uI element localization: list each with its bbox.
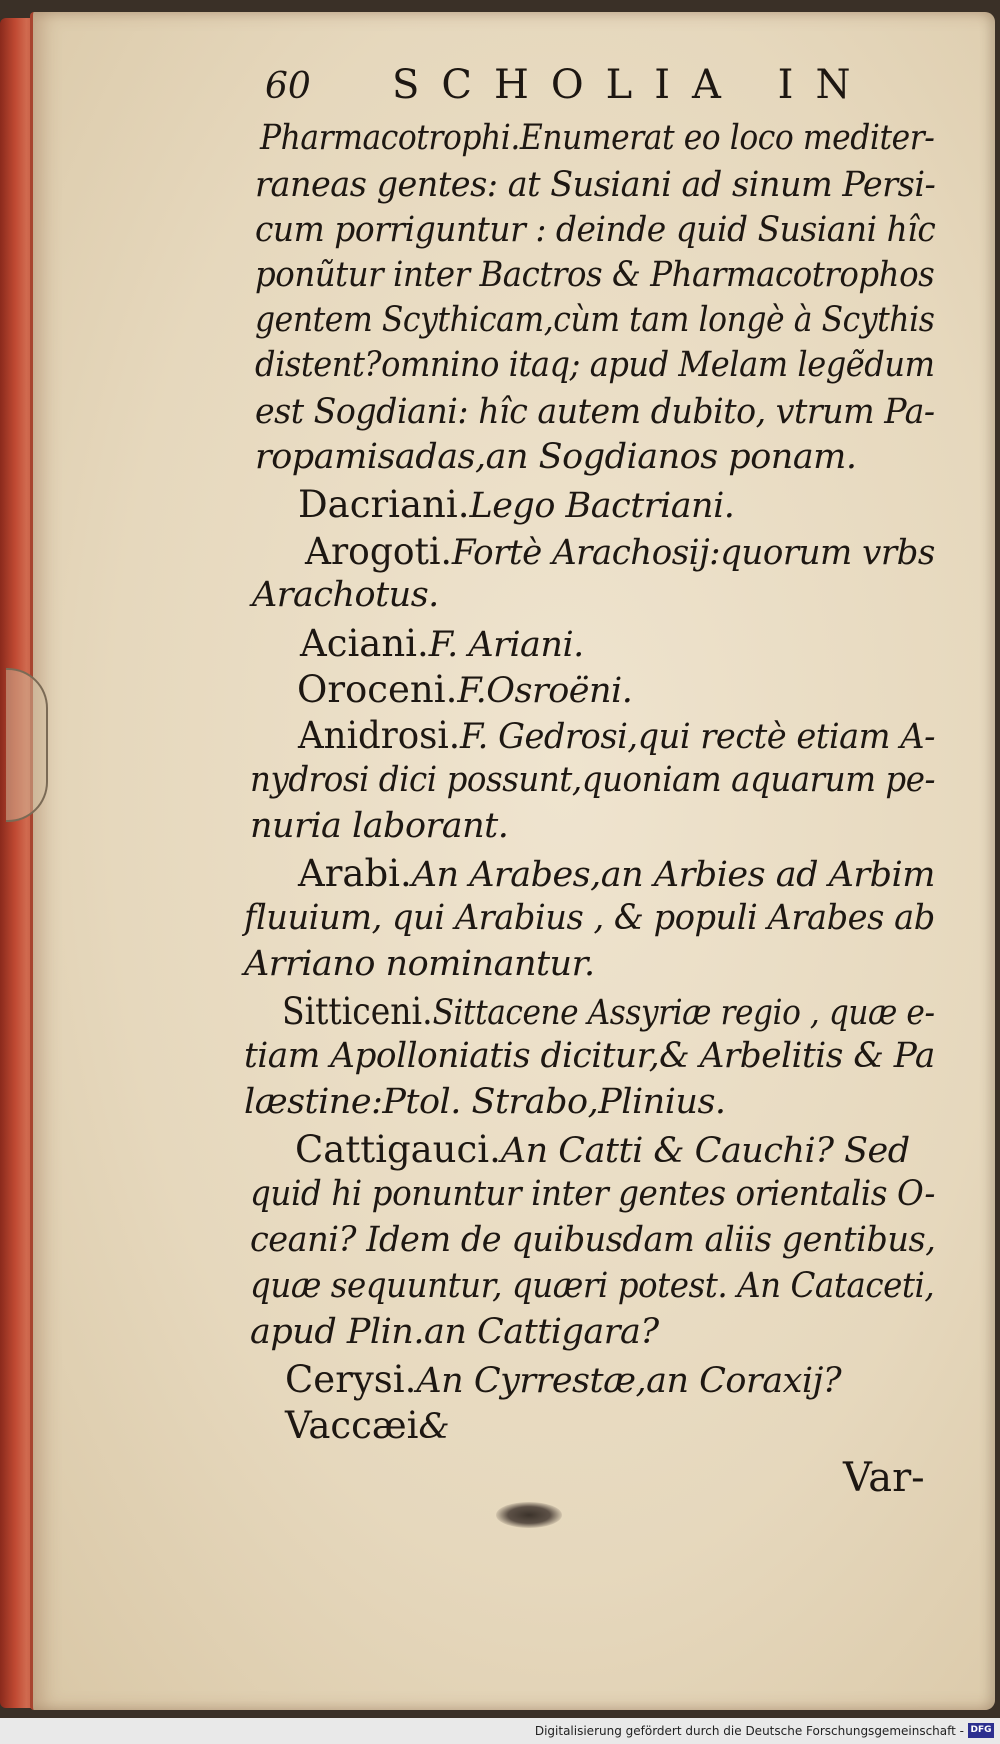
line-text: nydrosi dici possunt,quoniam aquarum pe- xyxy=(250,760,935,800)
line-text: ropamisadas,an Sogdianos ponam. xyxy=(255,437,857,477)
text-line xyxy=(260,118,934,158)
line-text: An Catti & Cauchi? Sed xyxy=(500,1131,910,1171)
text-line xyxy=(250,1266,934,1306)
line-text: An Arabes,an Arbies ad Arbim xyxy=(411,855,935,895)
line-text: læstine:Ptol. Strabo,Plinius. xyxy=(244,1082,726,1122)
line-text: ceani? Idem de quibusdam aliis gentibus, xyxy=(250,1220,936,1260)
entry-headword: Dacriani. xyxy=(298,483,470,526)
line-text: Arriano nominantur. xyxy=(244,944,595,984)
text-line xyxy=(244,1036,935,1076)
entry-headword: Arogoti. xyxy=(305,530,452,573)
text-line xyxy=(285,1404,449,1447)
dfg-logo: DFG xyxy=(968,1723,994,1738)
text-line xyxy=(295,1128,910,1171)
text-line xyxy=(250,1174,935,1214)
entry-headword: Arabi. xyxy=(298,852,412,895)
text-line xyxy=(255,392,935,432)
line-text: cum porriguntur : deinde quid Susiani hîc xyxy=(255,210,936,250)
text-line xyxy=(244,1082,726,1122)
line-text: An Cyrrestæ,an Coraxij? xyxy=(416,1361,842,1401)
text-line xyxy=(298,714,935,757)
text-line xyxy=(255,345,935,385)
entry-headword: Anidrosi. xyxy=(298,714,461,757)
footer-bar xyxy=(0,1718,1000,1744)
line-text: apud Plin.an Cattigara? xyxy=(250,1312,659,1352)
ink-smudge xyxy=(496,1502,562,1528)
text-line xyxy=(252,575,439,615)
text-line xyxy=(300,622,584,665)
page-number: 60 xyxy=(265,66,311,107)
line-text: est Sogdiani: hîc autem dubito, vtrum Pa- xyxy=(255,392,935,432)
text-line xyxy=(255,437,857,477)
text-line xyxy=(255,165,935,205)
text-line xyxy=(255,255,934,295)
text-line xyxy=(255,300,934,340)
line-text: F. Ariani. xyxy=(428,625,584,665)
entry-headword: Sitticeni. xyxy=(282,990,433,1033)
text-line xyxy=(250,1312,659,1352)
text-line xyxy=(298,852,935,895)
entry-headword: Oroceni. xyxy=(297,668,458,711)
entry-headword: Cerysi. xyxy=(285,1358,417,1401)
line-text: F. Gedrosi,qui rectè etiam A- xyxy=(460,717,935,757)
line-text: & xyxy=(418,1407,450,1447)
text-line xyxy=(250,806,508,846)
page-tab-marker xyxy=(6,668,48,822)
catchword: Var- xyxy=(843,1455,925,1501)
line-text: tiam Apolloniatis dicitur,& Arbelitis & Pa xyxy=(244,1036,935,1076)
text-line xyxy=(298,483,734,526)
text-line xyxy=(282,990,935,1033)
line-text: Pharmacotrophi.Enumerat eo loco mediter- xyxy=(260,118,935,158)
line-text: Lego Bactriani. xyxy=(469,486,735,526)
entry-headword: Cattigauci. xyxy=(295,1128,501,1171)
text-line xyxy=(305,530,935,573)
line-text: gentem Scythicam,cùm tam longè à Scythis xyxy=(255,300,935,340)
text-line xyxy=(255,210,935,250)
line-text: Arachotus. xyxy=(252,575,439,615)
line-text: Sittacene Assyriæ regio , quæ e- xyxy=(432,993,935,1033)
entry-headword: Aciani. xyxy=(300,622,429,665)
line-text: quæ sequuntur, quæri potest. An Cataceti, xyxy=(250,1266,935,1306)
line-text: nuria laborant. xyxy=(250,806,509,846)
line-text: quid hi ponuntur inter gentes orientalis O- xyxy=(250,1174,935,1214)
line-text: distent?omnino itaq; apud Melam legẽdum xyxy=(255,345,935,385)
line-text: fluuium, qui Arabius , & populi Arabes ab xyxy=(244,898,935,938)
line-text: F.Osroëni. xyxy=(457,671,633,711)
entry-headword: Vaccæi xyxy=(285,1404,419,1447)
text-line xyxy=(285,1358,841,1401)
text-line xyxy=(297,668,632,711)
line-text: raneas gentes: at Susiani ad sinum Persi- xyxy=(255,165,936,205)
footer-credit: Digitalisierung gefördert durch die Deutsche Forschungsgemeinschaft - xyxy=(534,1724,964,1738)
text-line xyxy=(250,760,935,800)
running-title: SCHOLIA IN xyxy=(392,62,873,108)
line-text: Fortè Arachosij:quorum vrbs xyxy=(451,533,935,573)
text-line xyxy=(244,944,595,984)
text-line xyxy=(250,1220,935,1260)
line-text: ponũtur inter Bactros & Pharmacotrophos xyxy=(255,255,935,295)
text-line xyxy=(244,898,935,938)
